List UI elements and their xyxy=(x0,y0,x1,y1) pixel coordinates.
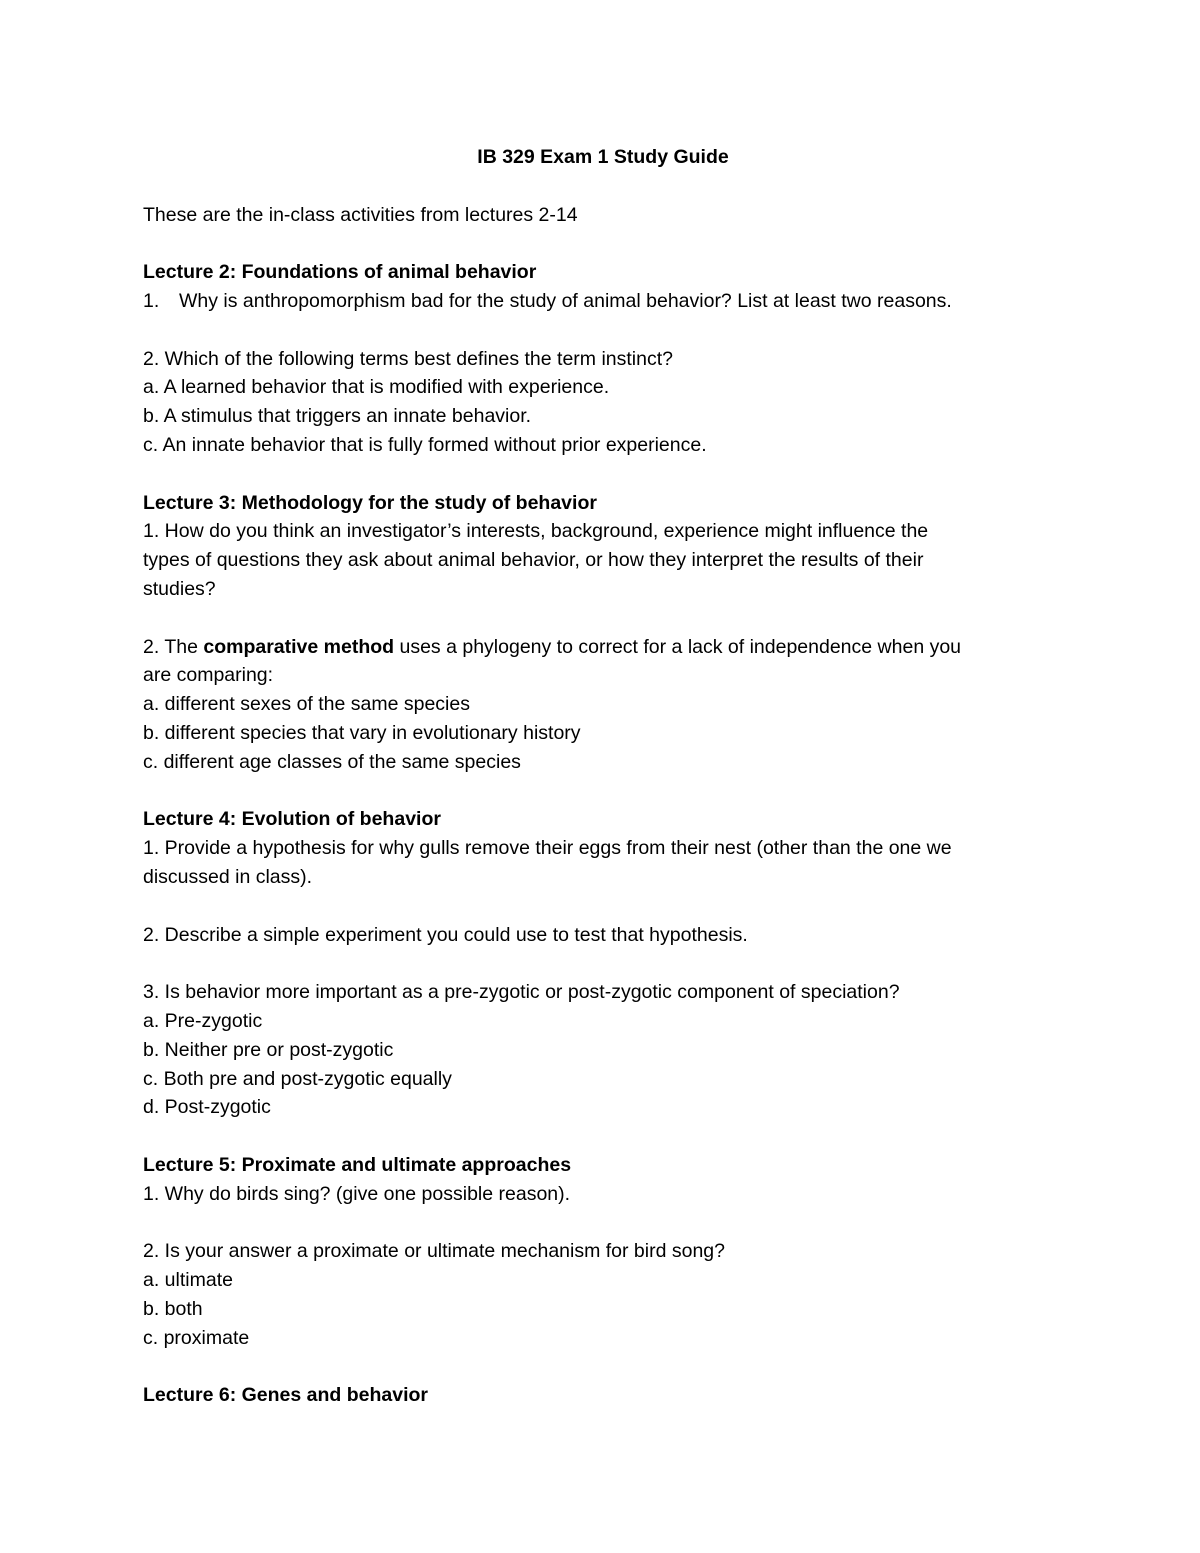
lecture-3-heading: Lecture 3: Methodology for the study of behavior xyxy=(143,491,597,514)
option-a: a. A learned behavior that is modified with experience. xyxy=(143,376,610,399)
lecture-2-question-2 xyxy=(143,345,1063,460)
question-text: 3. Is behavior more important as a pre-zygotic or post-zygotic component of speciation? xyxy=(143,981,900,1004)
intro-text: These are the in-class activities from lectures 2-14 xyxy=(143,203,578,226)
option-b: b. both xyxy=(143,1297,203,1320)
lecture-2-section xyxy=(143,258,1063,316)
bold-term: comparative method xyxy=(203,635,395,658)
question-text-line-1: 1. Provide a hypothesis for why gulls remove their eggs from their nest (other than the one we xyxy=(143,837,952,860)
question-text: 2. Which of the following terms best defines the term instinct? xyxy=(143,347,673,370)
intro-paragraph xyxy=(143,201,1063,230)
lecture-5-section xyxy=(143,1151,1063,1209)
lecture-4-question-3 xyxy=(143,978,1063,1122)
option-c: c. Both pre and post-zygotic equally xyxy=(143,1067,452,1090)
option-a: a. Pre-zygotic xyxy=(143,1009,263,1032)
question-text-line-1: 1. How do you think an investigator’s interests, background, experience might influence the xyxy=(143,520,929,543)
lecture-4-heading: Lecture 4: Evolution of behavior xyxy=(143,808,441,831)
lecture-3-section xyxy=(143,489,1063,604)
option-c: c. proximate xyxy=(143,1326,250,1349)
lecture-6-section xyxy=(143,1381,1063,1410)
option-a: a. different sexes of the same species xyxy=(143,693,470,716)
document-title: IB 329 Exam 1 Study Guide xyxy=(477,146,729,168)
question-text: 2. Is your answer a proximate or ultimate mechanism for bird song? xyxy=(143,1240,726,1263)
lecture-6-heading: Lecture 6: Genes and behavior xyxy=(143,1384,429,1407)
lecture-5-heading: Lecture 5: Proximate and ultimate approaches xyxy=(143,1153,572,1176)
question-text-line-2: discussed in class). xyxy=(143,865,313,888)
lecture-2-question-1 xyxy=(143,287,1063,316)
question-number: 1. xyxy=(143,289,160,312)
lecture-2-heading: Lecture 2: Foundations of animal behavior xyxy=(143,261,537,284)
option-b: b. Neither pre or post-zygotic xyxy=(143,1038,394,1061)
lecture-4-section xyxy=(143,805,1063,891)
question-text-line-3: studies? xyxy=(143,577,216,600)
question-text: 2. Describe a simple experiment you could use to test that hypothesis. xyxy=(143,923,748,946)
question-text-suffix: uses a phylogeny to correct for a lack of independence when you xyxy=(394,635,962,658)
document-content xyxy=(143,143,1063,1439)
question-text-line-1 xyxy=(143,633,1063,662)
question-text: Why is anthropomorphism bad for the study of animal behavior? List at least two reasons. xyxy=(179,289,952,312)
option-b: b. A stimulus that triggers an innate behavior. xyxy=(143,405,532,428)
question-text: 1. Why do birds sing? (give one possible reason). xyxy=(143,1182,571,1205)
option-c: c. different age classes of the same species xyxy=(143,750,521,773)
option-d: d. Post-zygotic xyxy=(143,1096,271,1119)
question-text-prefix: 2. The xyxy=(143,635,204,658)
lecture-4-question-2 xyxy=(143,921,1063,950)
lecture-5-question-2 xyxy=(143,1237,1063,1352)
question-text-line-2: are comparing: xyxy=(143,664,274,687)
lecture-3-question-2 xyxy=(143,633,1063,777)
option-c: c. An innate behavior that is fully formed without prior experience. xyxy=(143,433,707,456)
question-text-line-2: types of questions they ask about animal behavior, or how they interpret the results of their xyxy=(143,549,924,572)
option-a: a. ultimate xyxy=(143,1269,233,1292)
option-b: b. different species that vary in evolutionary history xyxy=(143,721,581,744)
